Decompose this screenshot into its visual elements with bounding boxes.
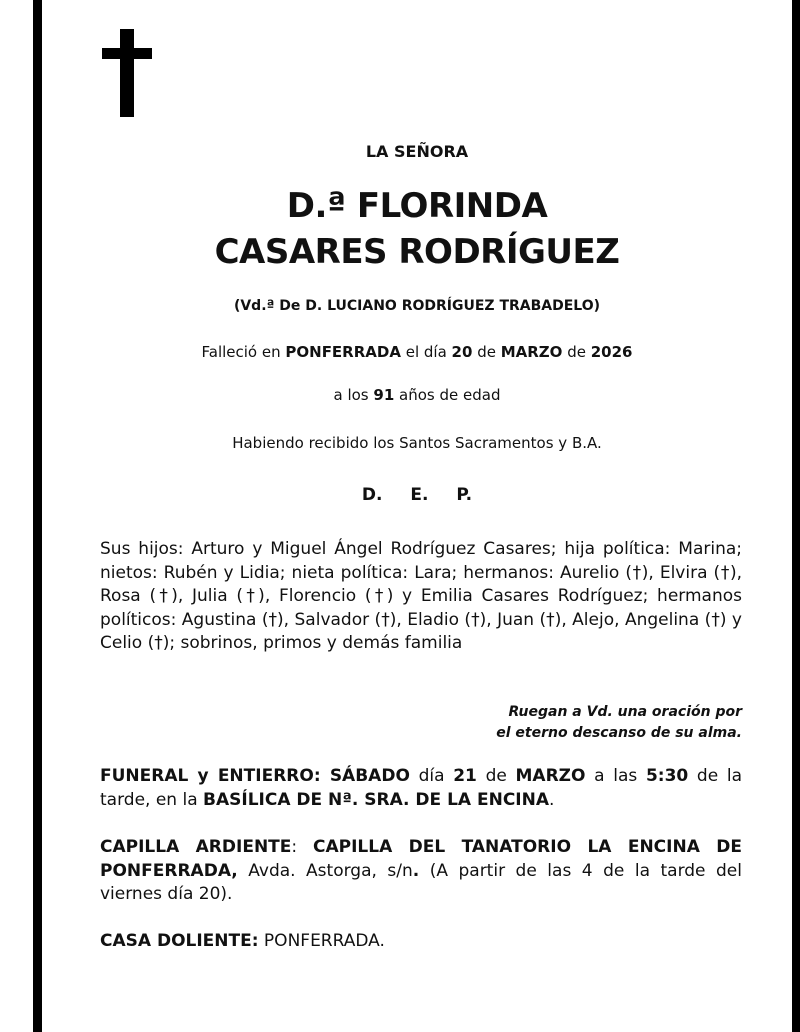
name-line-2: CASARES RODRÍGUEZ [214,232,620,272]
prayer-request: Ruegan a Vd. una oración por el eterno descanso de su alma. [496,704,742,741]
left-border [33,0,42,1032]
title: LA SEÑORA [365,142,469,161]
chapel-info: CAPILLA ARDIENTE: CAPILLA DEL TANATORIO LA ENCINA DE PONFERRADA, Avda. Astorga, s/n. (A partir de las 4 de la tarde del viernes día 20). [100,837,742,904]
right-border [792,0,800,1032]
deceased-name [42,183,792,275]
widow-of: (Vd.ª De D. LUCIANO RODRÍGUEZ TRABADELO) [233,298,601,314]
house-info: CASA DOLIENTE: PONFERRADA. [100,931,385,951]
dep: D. E. P. [361,485,473,505]
death-info: Falleció en PONFERRADA el día 20 de MARZO de 2026 [201,343,633,361]
sacraments: Habiendo recibido los Santos Sacramentos y B.A. [232,434,602,452]
name-line-1: D.ª FLORINDA [286,186,548,226]
funeral-info: FUNERAL y ENTIERRO: SÁBADO día 21 de MARZO a las 5:30 de la tarde, en la BASÍLICA DE Nª. SRA. DE LA ENCINA. [100,766,742,810]
family-list: Sus hijos: Arturo y Miguel Ángel Rodríguez Casares; hija política: Marina; nietos: Rubén y Lidia; nieta política: Lara; hermanos: Aurelio (†), Elvira (†), Rosa (†), Julia (†), Florencio (†) y Emilia Casares Rodríguez; hermanos políticos: Agustina (†), Salvador (†), Eladio (†), Juan (†), Alejo, Angelina (†) y Celio (†); sobrinos, primos y demás familia [100,539,742,653]
age-info: a los 91 años de edad [333,386,501,404]
